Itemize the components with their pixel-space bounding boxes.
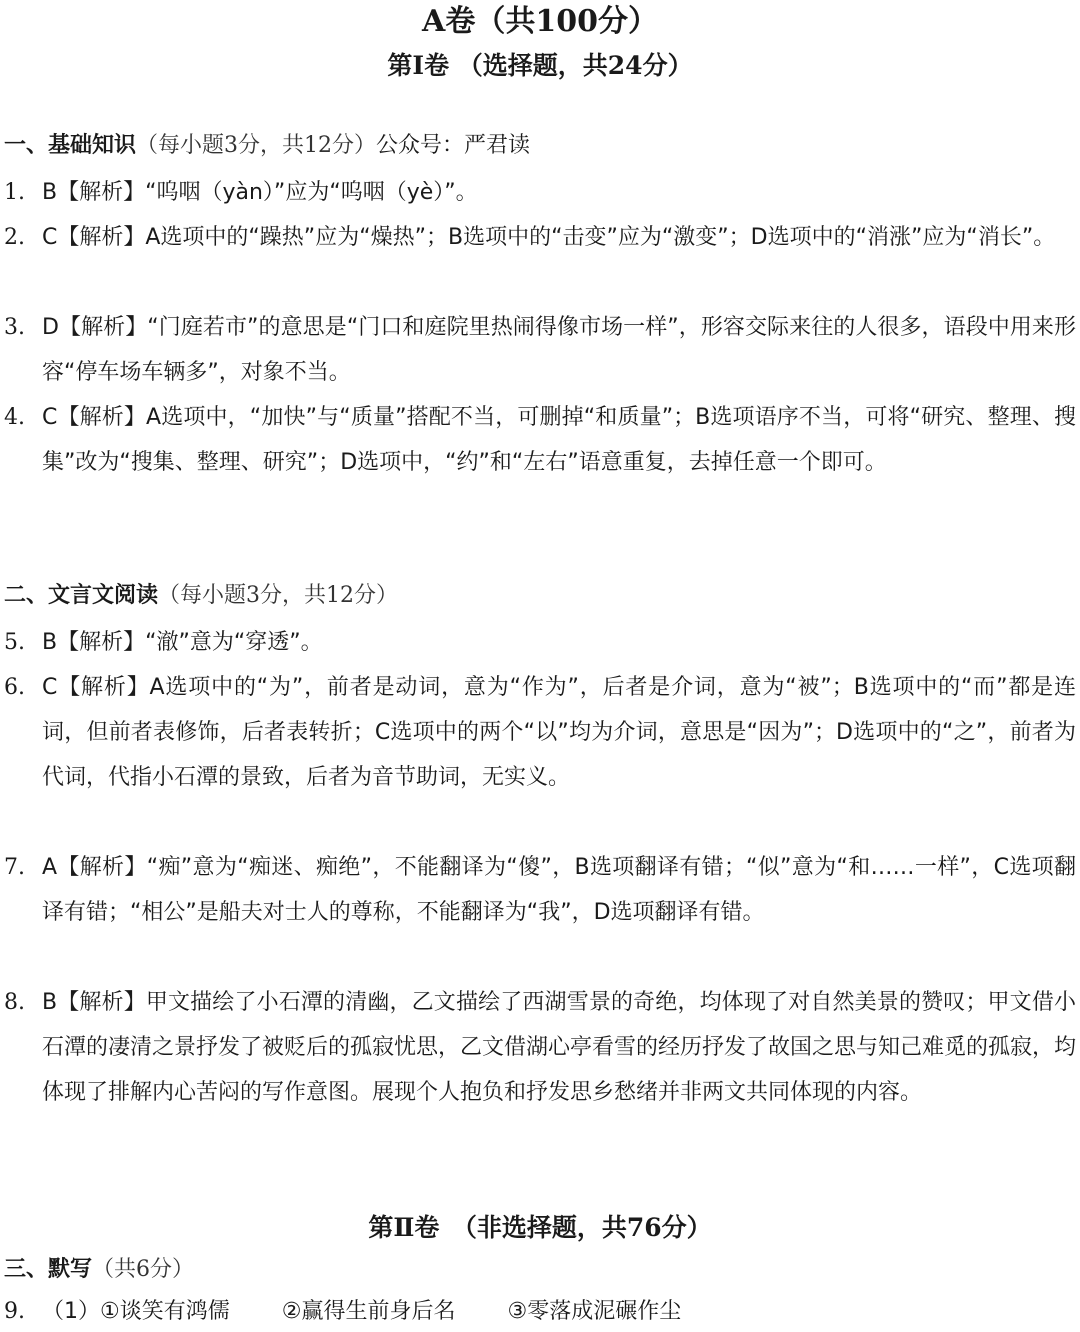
section1-heading-line xyxy=(4,126,530,166)
section1-extra: 公众号：严君读 xyxy=(376,133,531,158)
item-number: 8. xyxy=(4,990,25,1015)
item-number: 9. xyxy=(4,1299,25,1324)
item-number: 1. xyxy=(4,180,25,205)
item-text: C【解析】A选项中，“加快”与“质量”搭配不当，可删掉“和质量”；B选项语序不当，可将“研究、整理、搜集”改为“搜集、整理、研究”；D选项中，“约”和“左右”语意重复，去掉任意一个即可。 xyxy=(42,405,1076,475)
part1-title: 第Ⅰ卷 （选择题，共24分） xyxy=(387,51,693,80)
item-number: 3. xyxy=(4,315,25,340)
answer-item-6 xyxy=(4,665,1076,800)
item-text: A【解析】“痴”意为“痴迷、痴绝”，不能翻译为“傻”，B选项翻译有错；“似”意为“和……一样”，C选项翻译有错；“相公”是船夫对士人的尊称，不能翻译为“我”，D选项翻译有错。 xyxy=(42,855,1076,925)
answer-item-3 xyxy=(4,305,1076,395)
item-text: C【解析】A选项中的“为”，前者是动词，意为“作为”，后者是介词，意为“被”；B选项中的“而”都是连词，但前者表修饰，后者表转折；C选项中的两个“以”均为介词，意思是“因为”；D选项中的“之”，前者为代词，代指小石潭的景致，后者为音节助词，无实义。 xyxy=(42,675,1076,790)
answer-item-8 xyxy=(4,980,1076,1115)
answer-item-1 xyxy=(4,170,1076,215)
section3-heading: 三、默写 xyxy=(4,1257,93,1282)
section2-heading: 二、文言文阅读 xyxy=(4,583,159,608)
section3-note: （共6分） xyxy=(92,1257,195,1282)
section1-heading: 一、基础知识 xyxy=(4,133,137,158)
item-number: 7. xyxy=(4,855,25,880)
answer-item-7 xyxy=(4,845,1076,935)
section2-note: （每小题3分，共12分） xyxy=(158,583,399,608)
part2-title: 第Ⅱ卷 （非选择题，共76分） xyxy=(368,1213,712,1242)
item-text: B【解析】“澈”意为“穿透”。 xyxy=(42,630,323,655)
page-title: A卷（共100分） xyxy=(422,4,658,39)
item9-sub-label: （1） xyxy=(42,1299,100,1324)
item-text: B【解析】甲文描绘了小石潭的清幽，乙文描绘了西湖雪景的奇绝，均体现了对自然美景的赞叹；甲文借小石潭的凄清之景抒发了被贬后的孤寂忧思，乙文借湖心亭看雪的经历抒发了故国之思与知己难觅的孤寂，均体现了排解内心苦闷的写作意图。展现个人抱负和抒发思乡愁绪并非两文共同体现的内容。 xyxy=(42,990,1077,1105)
answer-item-9 xyxy=(4,1292,681,1332)
item-text: C【解析】A选项中的“躁热”应为“燥热”；B选项中的“击变”应为“激变”；D选项中的“消涨”应为“消长”。 xyxy=(42,225,1056,250)
item-number: 4. xyxy=(4,405,25,430)
item9-answer-a: ①谈笑有鸿儒 xyxy=(100,1299,230,1324)
section2-heading-line xyxy=(4,576,398,616)
item9-answer-b: ②赢得生前身后名 xyxy=(281,1299,456,1324)
item9-answer-c: ③零落成泥碾作尘 xyxy=(507,1299,682,1324)
item-number: 6. xyxy=(4,675,25,700)
item-number: 5. xyxy=(4,630,25,655)
section1-note: （每小题3分，共12分） xyxy=(136,133,377,158)
item-number: 2. xyxy=(4,225,25,250)
section3-heading-line xyxy=(4,1250,194,1290)
answer-item-2 xyxy=(4,215,1076,260)
answer-item-5 xyxy=(4,620,1076,665)
item-text: B【解析】“呜咽（yàn）”应为“呜咽（yè）”。 xyxy=(42,180,478,205)
item-text: D【解析】“门庭若市”的意思是“门口和庭院里热闹得像市场一样”，形容交际来往的人很多，语段中用来形容“停车场车辆多”，对象不当。 xyxy=(42,315,1076,385)
answer-item-4 xyxy=(4,395,1076,485)
